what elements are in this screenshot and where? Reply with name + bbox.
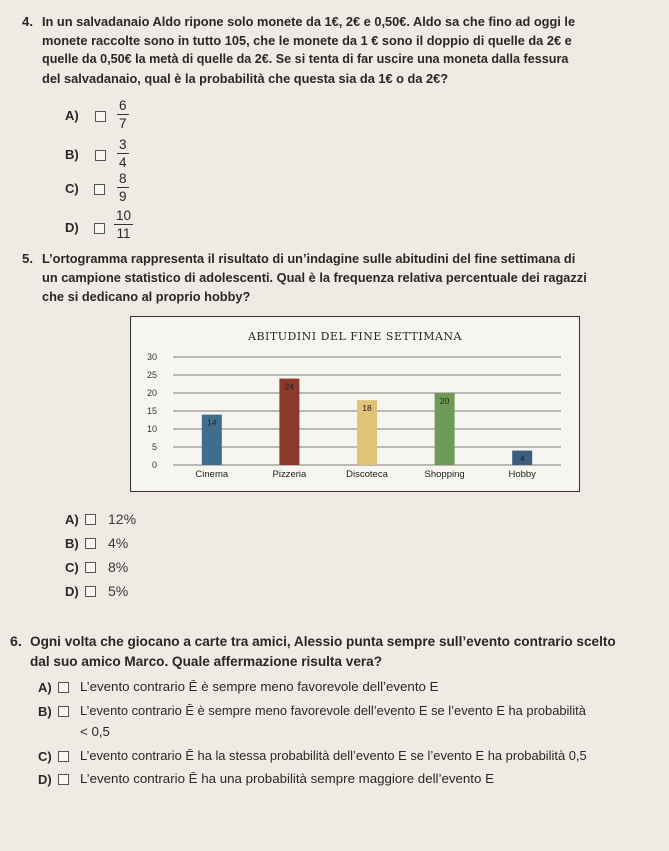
numerator: 3 (119, 137, 127, 152)
option-text: L’evento contrario Ē ha la stessa probabilità dell’evento E se l’evento E ha probabilità 0,5 (80, 748, 587, 763)
option-letter: C) (65, 181, 79, 196)
q6-option-a[interactable] (38, 676, 658, 698)
fraction-bar (117, 114, 129, 115)
option-letter: C) (38, 749, 52, 764)
checkbox[interactable] (58, 682, 69, 693)
option-text: 12% (108, 511, 137, 527)
checkbox[interactable] (85, 586, 96, 597)
denominator: 9 (119, 189, 127, 204)
y-tick-label: 0 (151, 460, 157, 470)
fraction (117, 171, 129, 204)
x-tick-label: Hobby (508, 469, 536, 480)
q5-option-c[interactable] (65, 558, 185, 578)
x-tick-label: Discoteca (346, 469, 388, 480)
numerator: 8 (119, 171, 127, 186)
q4-line-2: monete raccolte sono in tutto 105, che le monete da 1 € sono il doppio di quelle da 2€ e (42, 33, 572, 48)
q6-line-1: Ogni volta che giocano a carte tra amici, Alessio punta sempre sull’evento contrario scelto (30, 634, 616, 649)
q5-line-1: L’ortogramma rappresenta il risultato di un’indagine sulle abitudini del fine settimana di (42, 251, 576, 266)
denominator: 4 (119, 155, 127, 170)
bar-value-label: 4 (519, 453, 525, 464)
q5-line-2: un campione statistico di adolescenti. Qual è la frequenza relativa percentuale dei ragazzi (42, 270, 587, 285)
x-tick-label: Shopping (424, 469, 465, 480)
checkbox[interactable] (94, 184, 105, 195)
option-text: 5% (108, 583, 129, 599)
y-tick-label: 25 (146, 370, 157, 380)
option-letter: A) (65, 512, 79, 527)
checkbox[interactable] (85, 538, 96, 549)
y-tick-label: 30 (146, 352, 157, 362)
q5-number: 5. (22, 251, 33, 266)
q4-line-4: del salvadanaio, qual è la probabilità che questa sia da 1€ o da 2€? (42, 71, 449, 86)
denominator: 11 (116, 226, 131, 241)
y-tick-label: 15 (146, 406, 157, 416)
q5-option-d[interactable] (65, 582, 185, 602)
q6-option-c[interactable] (38, 745, 663, 767)
checkbox[interactable] (85, 514, 96, 525)
option-text: 4% (108, 535, 129, 551)
numerator: 10 (116, 208, 132, 223)
option-text: L’evento contrario Ē è sempre meno favorevole dell’evento E (80, 679, 439, 694)
q4-number: 4. (22, 14, 33, 29)
chart-plot (131, 317, 579, 491)
option-letter: C) (65, 560, 79, 575)
checkbox[interactable] (58, 774, 69, 785)
fraction-bar (117, 153, 129, 154)
q5-line-3: che si dedicano al proprio hobby? (42, 289, 251, 304)
fraction-bar (114, 224, 133, 225)
option-letter: D) (65, 584, 79, 599)
q4-option-c[interactable] (65, 171, 145, 211)
y-tick-label: 20 (146, 388, 157, 398)
fraction (114, 208, 133, 241)
q6-number: 6. (10, 634, 22, 650)
bar-value-label: 20 (439, 396, 450, 406)
q4-option-d[interactable] (65, 208, 145, 248)
option-letter: D) (65, 220, 79, 235)
q5-option-a[interactable] (65, 510, 185, 530)
option-letter: B) (65, 536, 79, 551)
x-tick-label: Pizzeria (272, 469, 307, 480)
option-text: L’evento contrario Ē ha una probabilità sempre maggiore dell’evento E (80, 771, 494, 786)
denominator: 7 (119, 116, 127, 131)
checkbox[interactable] (85, 562, 96, 573)
checkbox[interactable] (58, 706, 69, 717)
q6-option-b[interactable] (38, 700, 663, 744)
q5-option-b[interactable] (65, 534, 185, 554)
q6-option-d[interactable] (38, 768, 658, 790)
bar-value-label: 18 (362, 403, 372, 414)
option-letter: A) (65, 108, 79, 123)
q4-option-a[interactable] (65, 98, 145, 138)
y-tick-label: 10 (146, 424, 157, 434)
fraction (117, 137, 129, 170)
checkbox[interactable] (95, 111, 106, 122)
fraction-bar (117, 187, 129, 188)
x-tick-label: Cinema (195, 469, 229, 480)
q4-line-1: In un salvadanaio Aldo ripone solo monete da 1€, 2€ e 0,50€. Aldo sa che fino ad oggi le (42, 14, 576, 29)
bar-value-label: 14 (207, 417, 217, 428)
option-letter: B) (65, 147, 79, 162)
q4-line-3: quelle da 0,50€ la metà di quelle da 2€. Se si tenta di far uscire una moneta dalla fessura (42, 52, 569, 66)
bar-value-label: 24 (284, 381, 295, 392)
option-letter: B) (38, 704, 52, 719)
option-letter: D) (38, 772, 52, 787)
fraction (117, 98, 129, 131)
chart-title: ABITUDINI DEL FINE SETTIMANA (248, 330, 462, 343)
y-tick-label: 5 (151, 442, 157, 452)
option-text: L’evento contrario Ē è sempre meno favorevole dell’evento E se l’evento E ha probabilità (80, 703, 586, 718)
option-text: 8% (108, 559, 129, 575)
option-letter: A) (38, 680, 52, 695)
checkbox[interactable] (95, 150, 106, 161)
checkbox[interactable] (58, 751, 69, 762)
checkbox[interactable] (94, 223, 105, 234)
bar-chart (130, 316, 580, 492)
numerator: 6 (119, 98, 127, 113)
option-text-continued: < 0,5 (80, 724, 110, 739)
q6-line-2: dal suo amico Marco. Quale affermazione risulta vera? (30, 654, 383, 669)
